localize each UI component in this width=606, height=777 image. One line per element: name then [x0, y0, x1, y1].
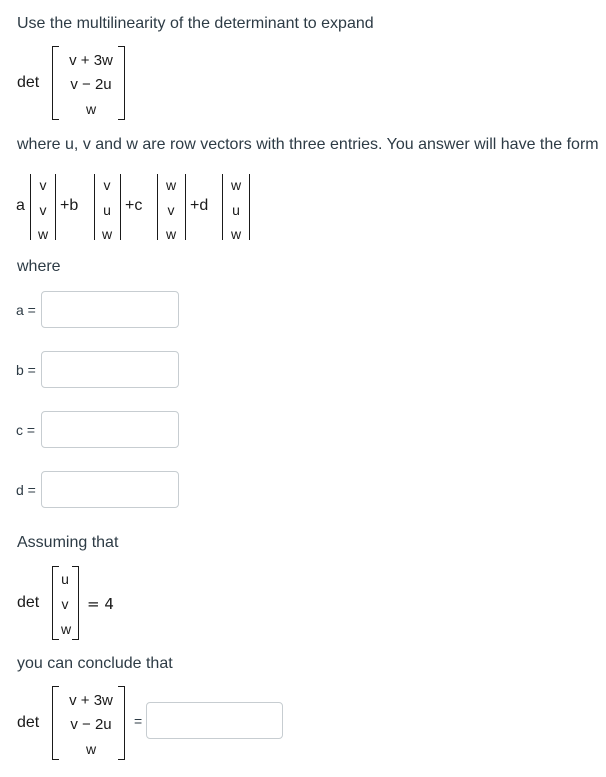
- final-row-3: w: [85, 741, 97, 757]
- form-det-3-row-1: w: [165, 177, 177, 193]
- det-bar: [185, 174, 186, 240]
- form-det-4-row-1: w: [230, 177, 242, 193]
- final-answer-input[interactable]: [146, 702, 283, 739]
- coef-c: +c: [125, 197, 143, 214]
- conclude-text: you can conclude that: [17, 655, 173, 672]
- form-det-1-row-3: w: [37, 226, 49, 242]
- given-row-2: v: [61, 596, 69, 612]
- matrix-row-3: w: [85, 101, 97, 117]
- form-description: where u, v and w are row vectors with three entries. You answer will have the form: [17, 136, 599, 153]
- coef-d: +d: [190, 197, 209, 214]
- given-row-1: u: [61, 571, 69, 587]
- answer-d-input[interactable]: [41, 471, 179, 508]
- coef-b: +b: [60, 197, 79, 214]
- assuming-text: Assuming that: [17, 534, 119, 551]
- intro-text: Use the multilinearity of the determinant to expand: [17, 15, 374, 32]
- final-row-1: v + 3w: [69, 692, 113, 709]
- det-label: det: [17, 714, 40, 731]
- final-equals: =: [134, 713, 143, 729]
- right-bracket: [72, 566, 79, 640]
- det-label: det: [17, 594, 40, 611]
- form-det-3-row-3: w: [165, 226, 177, 242]
- answer-a-input[interactable]: [41, 291, 179, 328]
- form-det-2-row-1: v: [103, 177, 111, 193]
- answer-c-input[interactable]: [41, 411, 179, 448]
- det-bar: [120, 174, 121, 240]
- det-bar: [249, 174, 250, 240]
- right-bracket: [118, 686, 125, 760]
- matrix-row-2: v − 2u: [70, 76, 112, 93]
- form-det-1-row-1: v: [39, 177, 47, 193]
- right-bracket: [118, 46, 125, 120]
- label-a: a =: [16, 302, 36, 318]
- det-label: det: [17, 74, 40, 91]
- given-value: = 4: [87, 595, 114, 613]
- label-b: b =: [16, 362, 36, 378]
- form-det-4-row-3: w: [230, 226, 242, 242]
- given-row-3: w: [60, 621, 72, 637]
- form-det-2-row-3: w: [101, 226, 113, 242]
- form-det-2-row-2: u: [103, 202, 111, 218]
- det-bar: [55, 174, 56, 240]
- matrix-row-1: v + 3w: [69, 52, 113, 69]
- final-row-2: v − 2u: [70, 716, 112, 733]
- label-c: c =: [16, 422, 36, 438]
- answer-b-input[interactable]: [41, 351, 179, 388]
- where-text: where: [17, 258, 61, 275]
- form-det-1-row-2: v: [39, 202, 47, 218]
- form-det-3-row-2: v: [167, 202, 175, 218]
- form-det-4-row-2: u: [232, 202, 240, 218]
- coef-a: a: [16, 197, 25, 214]
- label-d: d =: [16, 482, 36, 498]
